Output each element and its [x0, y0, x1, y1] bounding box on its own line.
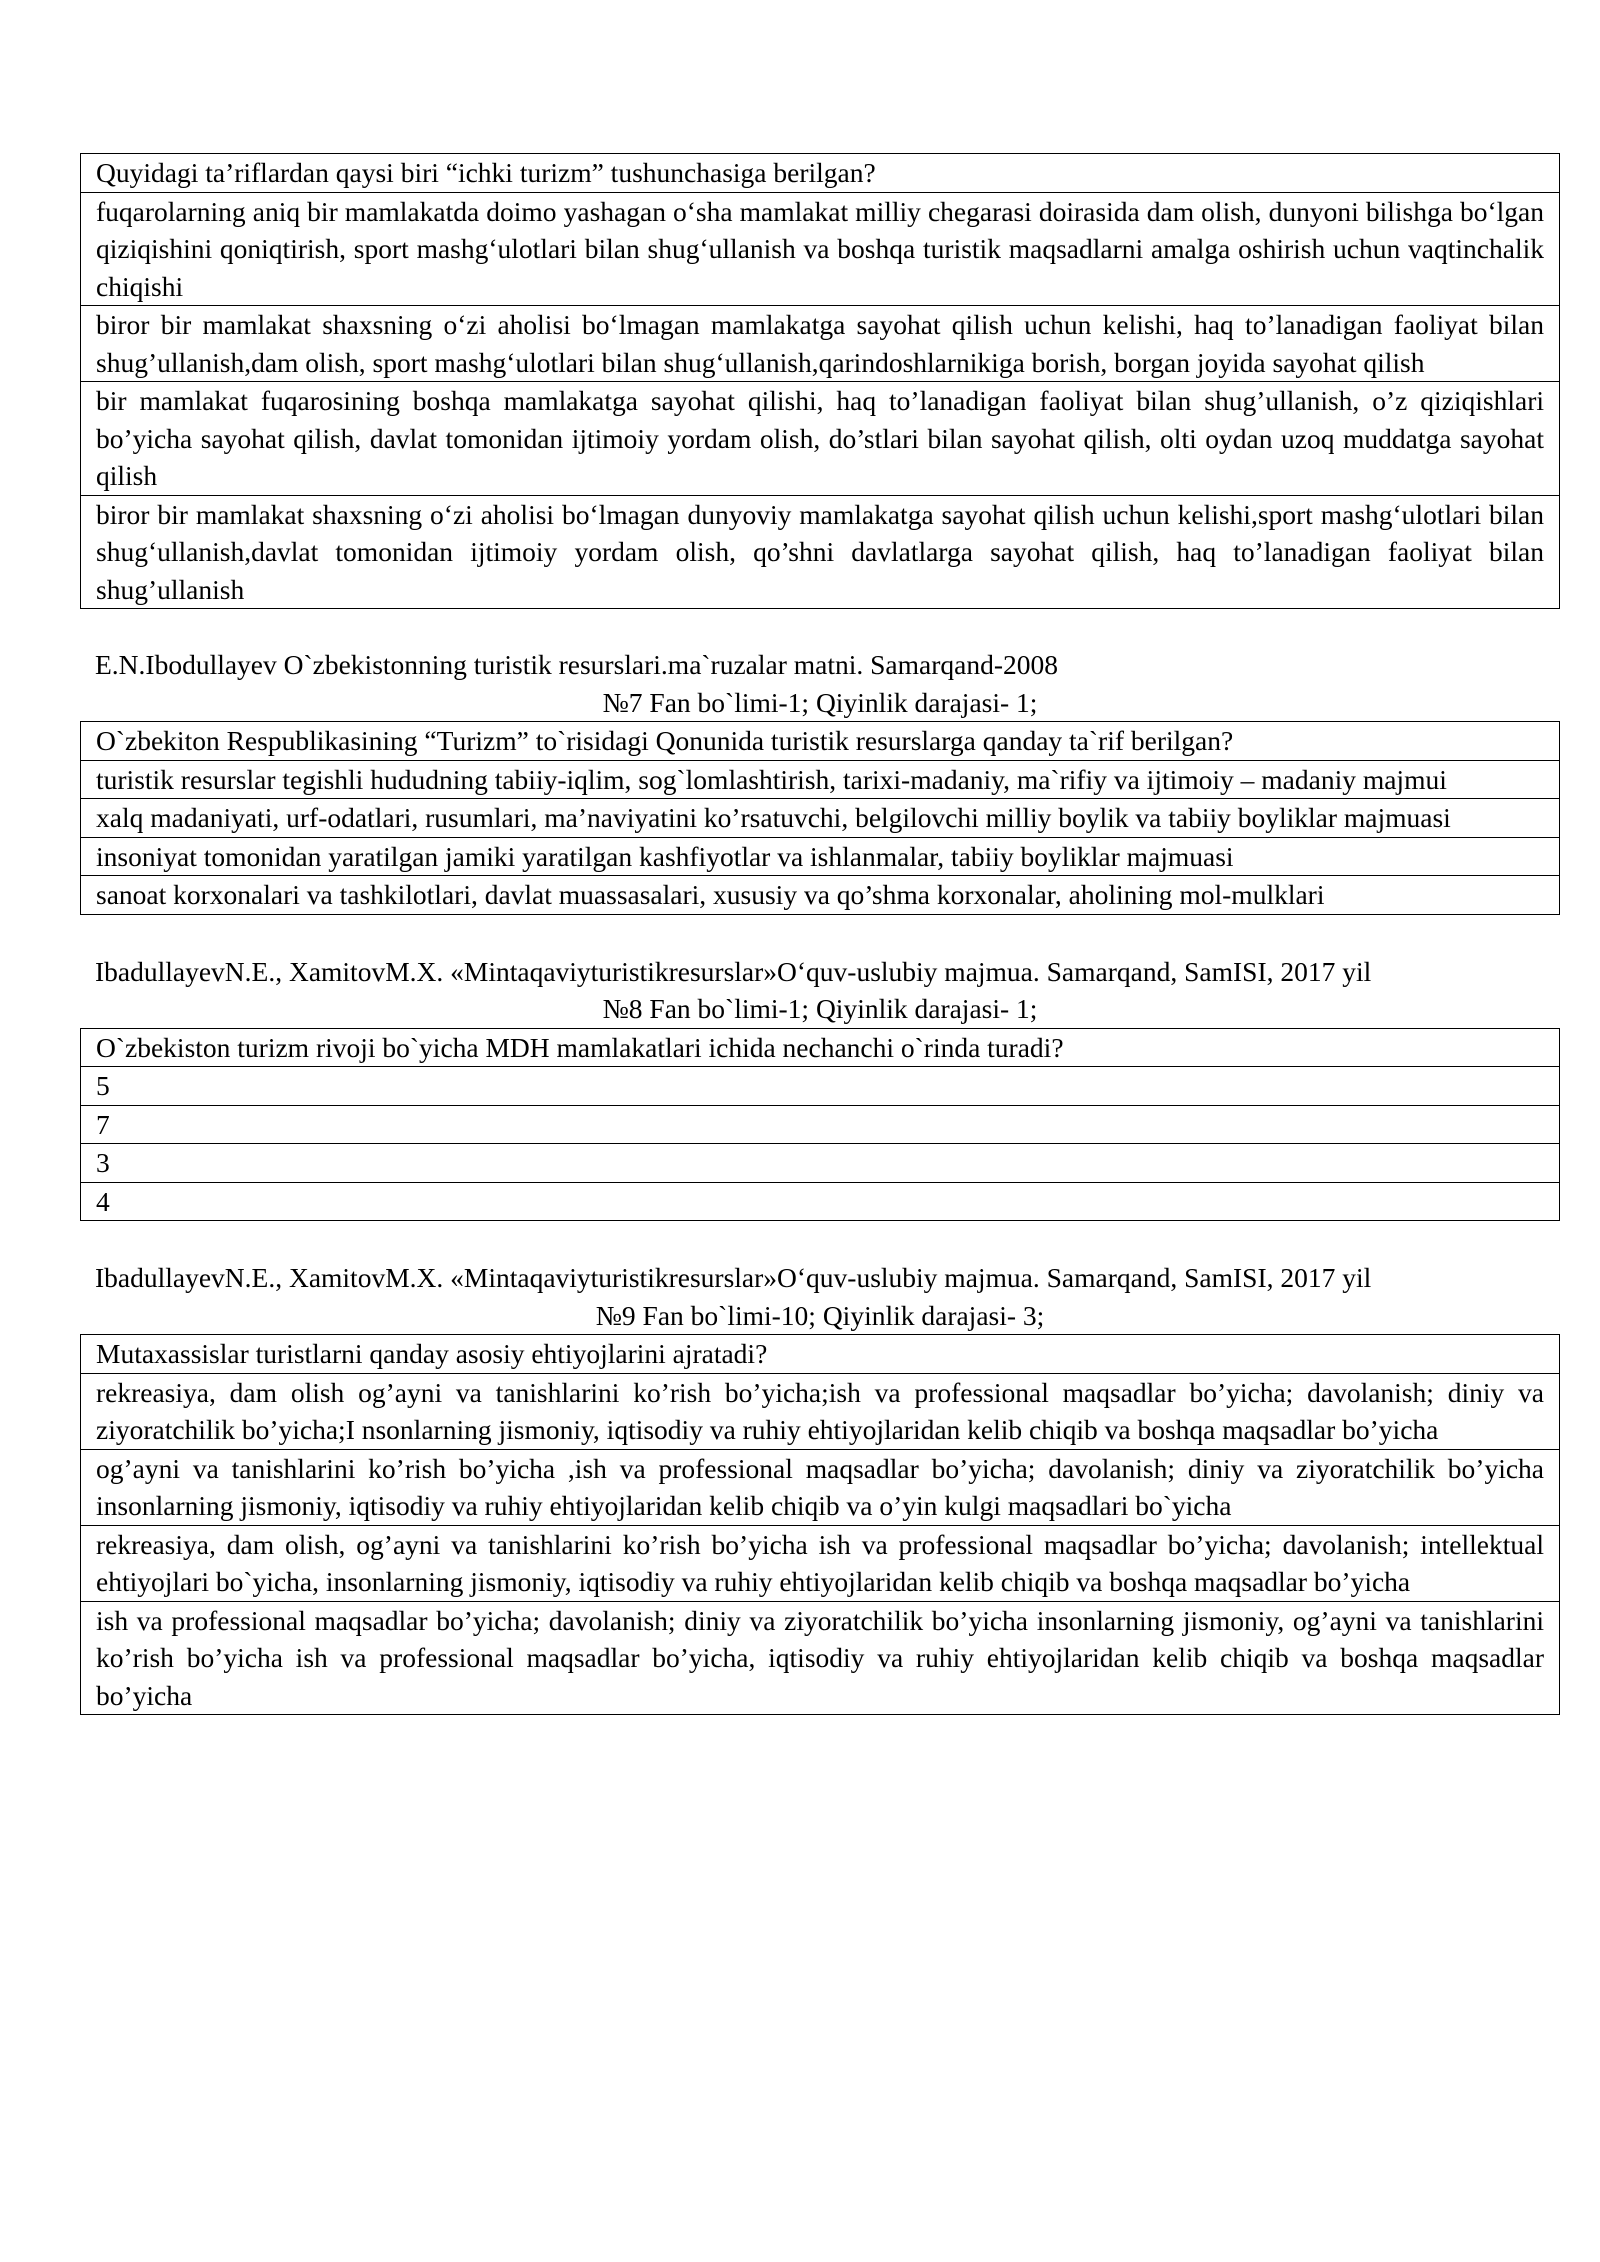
question-text: Quyidagi ta’riflardan qaysi biri “ichki turizm” tushunchasiga berilgan? — [81, 154, 1560, 193]
answer-row — [81, 1105, 1560, 1144]
answer-option: insoniyat tomonidan yaratilgan jamiki yaratilgan kashfiyotlar va ishlanmalar, tabiiy boyliklar majmuasi — [81, 837, 1560, 876]
answer-option: 5 — [81, 1067, 1560, 1106]
answer-row — [81, 1182, 1560, 1221]
answer-row — [81, 837, 1560, 876]
answer-option: sanoat korxonalari va tashkilotlari, davlat muassasalari, xususiy va qo’shma korxonalar, aholining mol-mulklari — [81, 876, 1560, 915]
answer-row — [81, 306, 1560, 382]
answer-row — [81, 1067, 1560, 1106]
answer-row — [81, 799, 1560, 838]
answer-option: bir mamlakat fuqarosining boshqa mamlakatga sayohat qilishi, haq to’lanadigan faoliyat bilan shug’ullanish, o’z qiziqishlari bo’yicha sayohat qilish, davlat tomonidan ijtimoiy yordam olish, do’stlari bilan sayohat qilish, olti oydan uzoq muddatga sayohat qilish — [81, 382, 1560, 496]
answer-option: fuqarolarning aniq bir mamlakatda doimo yashagan o‘sha mamlakat milliy chegarasi doirasida dam olish, dunyoni bilishga bo‘lgan qiziqishini qoniqtirish, sport mashg‘ulotlari bilan shug‘ullanish va boshqa turistik maqsadlarni amalga oshirish uchun vaqtinchalik chiqishi — [81, 192, 1560, 306]
answer-option: biror bir mamlakat shaxsning o‘zi aholisi bo‘lmagan mamlakatga sayohat qilish uchun kelishi, haq to’lanadigan faoliyat bilan shug’ullanish,dam olish, sport mashg‘ulotlari bilan shug‘ullanish,qarindoshlarnikiga borish, borgan joyida sayohat qilish — [81, 306, 1560, 382]
answer-row — [81, 760, 1560, 799]
question-row — [81, 154, 1560, 193]
source-citation: IbadullayevN.E., XamitovM.X. «Mintaqaviyturistikresurslar»O‘quv-uslubiy majmua. Samarqand, SamISI, 2017 yil — [95, 955, 1372, 987]
question-table-1 — [80, 153, 1560, 609]
question-heading: №9 Fan bo`limi-10; Qiyinlik darajasi- 3; — [595, 1299, 1045, 1331]
question-text: Mutaxassislar turistlarni qanday asosiy ehtiyojlarini ajratadi? — [81, 1335, 1560, 1374]
question-text: O`zbekiston turizm rivoji bo`yicha MDH mamlakatlari ichida nechanchi o`rinda turadi? — [81, 1028, 1560, 1067]
source-citation: IbadullayevN.E., XamitovM.X. «Mintaqaviyturistikresurslar»O‘quv-uslubiy majmua. Samarqand, SamISI, 2017 yil — [95, 1262, 1372, 1293]
answer-row — [81, 192, 1560, 306]
answer-row — [81, 1373, 1560, 1449]
document-page — [80, 153, 1560, 1715]
answer-option: rekreasiya, dam olish og’ayni va tanishlarini ko’rish bo’yicha;ish va professional maqsadlar bo’yicha; davolanish; diniy va ziyoratchilik bo’yicha;I nsonlarning jismoniy, iqtisodiy va ruhiy ehtiyojlaridan kelib chiqib va boshqa maqsadlar bo’yicha — [81, 1373, 1560, 1449]
question-table-4 — [80, 1334, 1560, 1715]
question-table-3 — [80, 1028, 1560, 1222]
answer-option: xalq madaniyati, urf-odatlari, rusumlari, ma’naviyatini ko’rsatuvchi, belgilovchi milliy boylik va tabiiy boyliklar majmuasi — [81, 799, 1560, 838]
answer-row — [81, 1601, 1560, 1715]
answer-option: 7 — [81, 1105, 1560, 1144]
question-row — [81, 1028, 1560, 1067]
question-heading: №8 Fan bo`limi-1; Qiyinlik darajasi- 1; — [602, 993, 1038, 1024]
answer-row — [81, 1525, 1560, 1601]
answer-row — [81, 495, 1560, 609]
answer-option: ish va professional maqsadlar bo’yicha; davolanish; diniy va ziyoratchilik bo’yicha insonlarning jismoniy, og’ayni va tanishlarini ko’rish bo’yicha ish va professional maqsadlar bo’yicha, iqtisodiy va ruhiy ehtiyojlaridan kelib chiqib va boshqa maqsadlar bo’yicha — [81, 1601, 1560, 1715]
question-row — [81, 722, 1560, 761]
question-row — [81, 1335, 1560, 1374]
answer-option: 4 — [81, 1182, 1560, 1221]
answer-row — [81, 876, 1560, 915]
answer-row — [81, 1144, 1560, 1183]
answer-option: og’ayni va tanishlarini ko’rish bo’yicha ,ish va professional maqsadlar bo’yicha; davolanish; diniy va ziyoratchilik bo’yicha insonlarning jismoniy, iqtisodiy va ruhiy ehtiyojlaridan kelib chiqib va o’yin kulgi maqsadlari bo`yicha — [81, 1449, 1560, 1525]
answer-option: biror bir mamlakat shaxsning o‘zi aholisi bo‘lmagan dunyoviy mamlakatga sayohat qilish uchun kelishi,sport mashg‘ulotlari bilan shug‘ullanish,davlat tomonidan ijtimoiy yordam olish, qo’shni davlatlarga sayohat qilish, haq to’lanadigan faoliyat bilan shug’ullanish — [81, 495, 1560, 609]
answer-option: 3 — [81, 1144, 1560, 1183]
answer-row — [81, 1449, 1560, 1525]
question-table-2 — [80, 721, 1560, 915]
source-citation: E.N.Ibodullayev O`zbekistonning turistik resurslari.ma`ruzalar matni. Samarqand-2008 — [95, 649, 1058, 680]
question-text: O`zbekiton Respublikasining “Turizm” to`risidagi Qonunida turistik resurslarga qanday ta`rif berilgan? — [81, 722, 1560, 761]
answer-option: rekreasiya, dam olish, og’ayni va tanishlarini ko’rish bo’yicha ish va professional maqsadlar bo’yicha; davolanish; intellektual ehtiyojlari bo`yicha, insonlarning jismoniy, iqtisodiy va ruhiy ehtiyojlaridan kelib chiqib va boshqa maqsadlar bo’yicha — [81, 1525, 1560, 1601]
answer-row — [81, 382, 1560, 496]
question-heading: №7 Fan bo`limi-1; Qiyinlik darajasi- 1; — [602, 686, 1038, 718]
answer-option: turistik resurslar tegishli hududning tabiiy-iqlim, sog`lomlashtirish, tarixi-madaniy, ma`rifiy va ijtimoiy – madaniy majmui — [81, 760, 1560, 799]
